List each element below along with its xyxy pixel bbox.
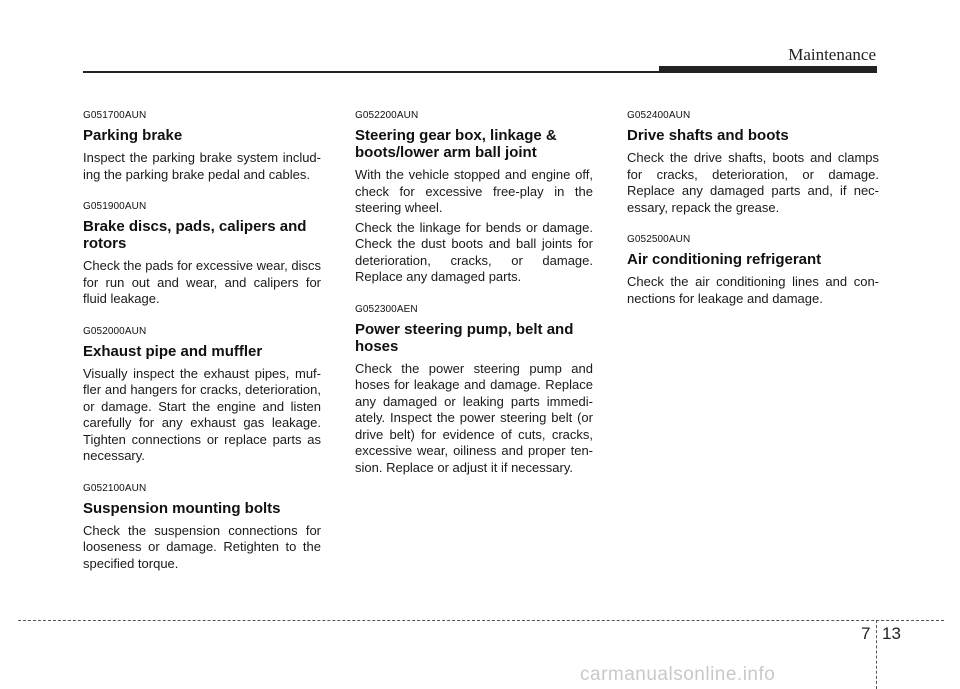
section-paragraph: Check the pads for excessive wear, discs for run out and wear, and calipers for fluid leakage. (83, 258, 321, 306)
section-steering-gear (355, 110, 593, 286)
section-paragraph: Inspect the parking brake system includ- ing the parking brake pedal and cables. (83, 150, 321, 182)
section-paragraph: Visually inspect the exhaust pipes, muf- fler and hangers for cracks, deterioration, or damage. Start the engine and listen carefully for any exhaust gas leakage. Tighten connections or replace parts as necessary. (83, 365, 321, 463)
section-code: G052100AUN (83, 482, 147, 494)
section-paragraph: Check the air conditioning lines and con- nections for leakage and damage. (627, 274, 879, 306)
chapter-number: 7 (861, 624, 871, 643)
section-power-steering (355, 304, 593, 477)
section-heading: Power steering pump, belt and hoses (355, 320, 574, 355)
section-paragraph: Check the suspension connections for looseness or damage. Retighten to the specified torque. (83, 522, 321, 571)
section-exhaust (83, 326, 321, 465)
column-right (627, 110, 879, 325)
footer-dashed-rule (18, 620, 944, 621)
section-suspension (83, 483, 321, 573)
section-paragraph: Check the power steering pump and hoses for leakage and damage. Replace any damaged or leaking parts immedi- ately. Inspect the power steering belt (or drive belt) for evidence of cuts, cracks, excessive wear, oiliness and proper ten- sion. Replace or adjust it if necessary. (355, 360, 593, 475)
section-code: G052000AUN (83, 325, 147, 337)
section-heading: Suspension mounting bolts (83, 499, 281, 517)
section-code: G051900AUN (83, 201, 147, 212)
column-middle (355, 110, 593, 494)
section-code: G052500AUN (627, 234, 691, 245)
section-heading: Brake discs, pads, calipers and rotors (83, 218, 307, 252)
section-brake-discs (83, 201, 321, 308)
column-left (83, 110, 321, 590)
section-code: G052400AUN (627, 110, 691, 121)
section-code: G051700AUN (83, 110, 147, 121)
footer-dashed-divider (876, 620, 877, 689)
section-heading: Parking brake (83, 127, 183, 144)
section-code: G052300AEN (355, 303, 418, 315)
section-paragraph: Check the linkage for bends or damage. Check the dust boots and ball joints for deterioration, cracks, or damage. Replace any damaged parts. (355, 219, 593, 284)
section-heading: Steering gear box, linkage & boots/lower arm ball joint (355, 127, 557, 161)
section-air-conditioning (627, 234, 879, 307)
section-heading: Air conditioning refrigerant (627, 251, 822, 268)
header-rule-thin (83, 71, 661, 73)
section-paragraph: With the vehicle stopped and engine off, check for excessive free-play in the steering wheel. (355, 167, 593, 215)
section-parking-brake (83, 110, 321, 183)
section-heading: Exhaust pipe and muffler (83, 342, 263, 360)
header-rule-thick (659, 66, 877, 73)
page-number: 13 (882, 624, 901, 643)
section-drive-shafts (627, 110, 879, 216)
section-heading: Drive shafts and boots (627, 127, 789, 144)
section-paragraph: Check the drive shafts, boots and clamps for cracks, deterioration, or damage. Replace any damaged parts and, if nec- essary, repack the grease. (627, 150, 879, 215)
section-code: G052200AUN (355, 110, 419, 121)
watermark: carmanualsonline.info (580, 664, 776, 685)
section-title: Maintenance (788, 45, 876, 64)
